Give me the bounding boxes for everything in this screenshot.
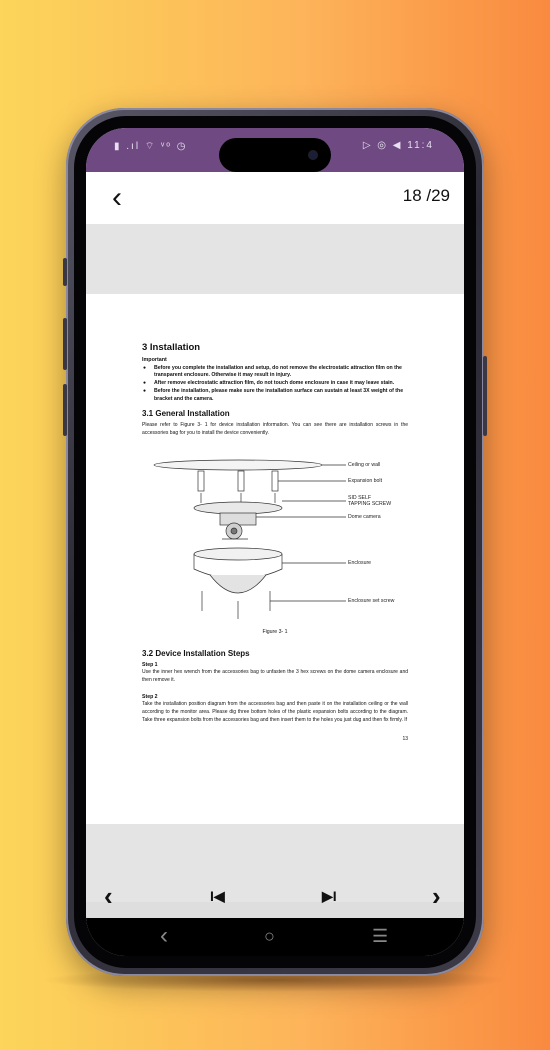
figure-label-ceiling: Ceiling or wall — [348, 462, 381, 469]
document-content — [142, 342, 408, 742]
viewer-background-top — [86, 224, 464, 294]
system-home-button[interactable]: ○ — [264, 926, 275, 946]
subsection-title: 3.1 General Installation — [142, 409, 230, 419]
system-nav-bar — [86, 918, 464, 956]
status-icons-left: ▮ .ıl ⌔ ᵛᵒ ◷ — [114, 141, 188, 152]
paragraph: Use the inner hex wrench from the accessories bag to unfasten the 3 hex screws on the dome camera enclosure and then remove it. — [142, 669, 408, 683]
previous-page-button[interactable]: ‹ — [104, 881, 113, 911]
figure-label-dome-camera: Dome camera — [348, 514, 381, 521]
figure-label-set-screw: Enclosure set screw — [348, 598, 395, 605]
section-heading: 3 Installation — [142, 342, 201, 353]
step-label: Step 1 — [142, 662, 158, 669]
power-button — [483, 356, 487, 436]
back-button[interactable]: ‹ — [112, 181, 122, 214]
dynamic-island — [219, 138, 331, 172]
system-back-button[interactable]: ‹ — [160, 922, 168, 949]
figure-label-enclosure: Enclosure — [348, 560, 372, 567]
important-label: Important — [142, 357, 167, 363]
mute-switch — [63, 258, 67, 286]
first-page-button[interactable]: I◀ — [210, 888, 225, 904]
figure-label-expansion-bolt: Expansion bolt — [348, 478, 383, 485]
bullet-item: ● Before the installation, please make sure the installation surface can sustain at least 3X weight of the bracket and the camera. — [142, 388, 408, 403]
last-page-button[interactable]: ▶I — [322, 888, 337, 904]
status-icons-right: ▷ ◎ ◀ 11:4 — [362, 140, 434, 151]
installation-figure — [142, 451, 408, 627]
page-counter: 18 /29 — [402, 186, 450, 205]
phone-frame — [66, 108, 484, 976]
volume-up-button — [63, 318, 67, 370]
page-number: 13 — [402, 736, 408, 743]
document-page — [86, 294, 464, 824]
figure-caption: Figure 3- 1 — [262, 629, 288, 636]
paragraph: Please refer to Figure 3- 1 for device installation information. You can see there are installation screws in the accessories bag for you to install the device conveniently. — [142, 422, 408, 436]
next-page-button[interactable]: › — [432, 881, 441, 911]
volume-down-button — [63, 384, 67, 436]
system-menu-button[interactable]: ☰ — [372, 926, 389, 946]
paragraph: Take the installation position diagram from the accessories bag and then paste it on the installation ceiling or the wall according to the monitor area. Please dig three bottom holes of the plastic expansion bolts according to the diagram. Take three expansion bolts from the accessories bag and then insert them to the holes you just dug and then fix firmly. If — [142, 701, 408, 723]
figure-label-tapping-screw: SID SELF TAPPING SCREW — [348, 495, 392, 508]
front-camera-icon — [309, 151, 317, 159]
bullet-item: ● Before you complete the installation and setup, do not remove the electrostatic attraction film on the transparent enclosure. Otherwise it may result in injury. — [142, 365, 408, 380]
top-bar — [86, 172, 464, 224]
subsection-title: 3.2 Device Installation Steps — [142, 649, 250, 659]
important-list — [142, 365, 408, 403]
phone-screen — [86, 128, 464, 956]
step-label: Step 2 — [142, 694, 158, 701]
page-controls — [86, 878, 464, 918]
bullet-item: ● After remove electrostatic attraction film, do not touch dome enclosure in case it may leave stain. — [142, 380, 408, 387]
